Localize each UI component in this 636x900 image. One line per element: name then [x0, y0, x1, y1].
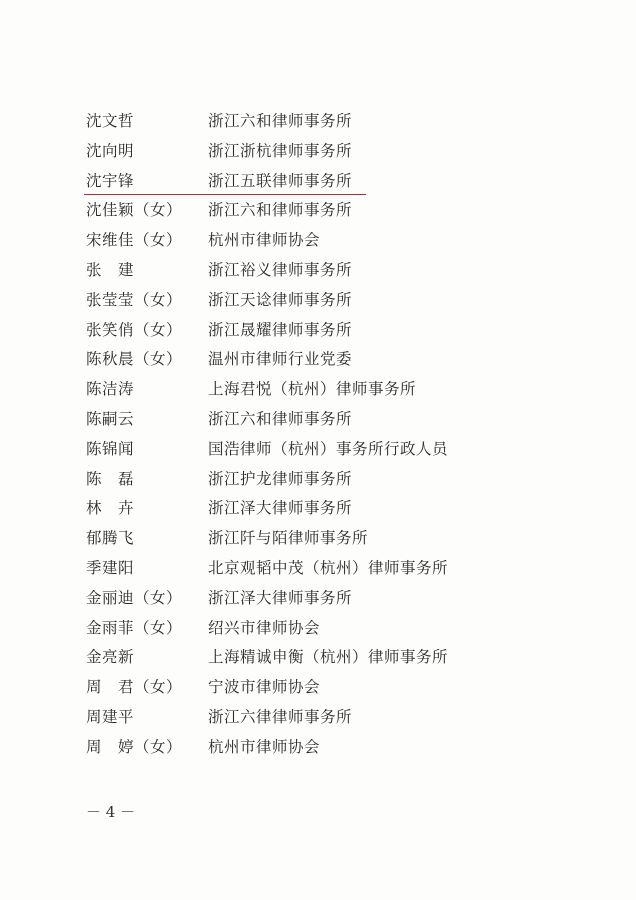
- member-name: 周 婷（女）: [86, 737, 183, 756]
- member-name: 林 卉: [86, 499, 135, 518]
- member-name: 陈 磊: [86, 469, 135, 488]
- member-name: 沈宇锋: [86, 171, 135, 190]
- member-organization: 宁波市律师协会: [208, 678, 321, 697]
- member-row: [0, 167, 636, 197]
- member-name: 季建阳: [86, 558, 135, 577]
- member-organization: 浙江泽大律师事务所: [208, 499, 353, 518]
- member-organization: 浙江六和律师事务所: [208, 112, 353, 130]
- member-name: 张 建: [86, 260, 135, 279]
- member-row: [0, 584, 636, 614]
- member-organization: 上海精诚申衡（杭州）律师事务所: [208, 648, 449, 667]
- member-organization: 浙江浙杭律师事务所: [208, 141, 353, 160]
- member-organization: 浙江六律律师事务所: [208, 707, 353, 726]
- member-name: 张笑俏（女）: [86, 320, 183, 339]
- member-name: 宋维佳（女）: [86, 231, 183, 250]
- member-organization: 浙江裕义律师事务所: [208, 260, 353, 279]
- member-row: [0, 196, 636, 226]
- member-organization: 上海君悦（杭州）律师事务所: [208, 380, 417, 399]
- member-row: [0, 107, 636, 137]
- page-number: － 4 －: [86, 803, 136, 821]
- highlight-underline: [84, 194, 366, 196]
- member-name: 陈嗣云: [86, 409, 135, 428]
- member-name: 陈秋晨（女）: [86, 350, 183, 369]
- member-row: [0, 494, 636, 524]
- member-row: [0, 643, 636, 673]
- member-row: [0, 345, 636, 375]
- member-name: 周建平: [86, 707, 135, 726]
- member-name: 陈洁涛: [86, 380, 135, 399]
- member-name: 郁腾飞: [86, 529, 135, 548]
- member-name: 金丽迪（女）: [86, 588, 183, 607]
- member-name: 金亮新: [86, 648, 135, 667]
- member-name: 金雨菲（女）: [86, 618, 183, 637]
- member-row: [0, 405, 636, 435]
- member-organization: 温州市律师行业党委: [208, 350, 353, 369]
- member-row: [0, 435, 636, 465]
- member-row: [0, 673, 636, 703]
- member-row: [0, 733, 636, 763]
- member-name: 陈锦闻: [86, 439, 135, 458]
- member-name: 沈向明: [86, 141, 135, 160]
- member-row: [0, 554, 636, 584]
- member-row: [0, 465, 636, 495]
- member-row: [0, 286, 636, 316]
- member-name: 沈佳颖（女）: [86, 201, 183, 220]
- member-list: [0, 107, 636, 763]
- member-name: 沈文哲: [86, 112, 135, 130]
- member-organization: 杭州市律师协会: [208, 231, 321, 250]
- member-organization: 国浩律师（杭州）事务所行政人员: [208, 439, 449, 458]
- member-organization: 浙江天谂律师事务所: [208, 290, 353, 309]
- member-organization: 浙江六和律师事务所: [208, 201, 353, 220]
- member-row: [0, 524, 636, 554]
- member-row: [0, 137, 636, 167]
- member-row: [0, 256, 636, 286]
- member-organization: 北京观韬中茂（杭州）律师事务所: [208, 558, 449, 577]
- member-name: 周 君（女）: [86, 678, 183, 697]
- member-row: [0, 316, 636, 346]
- member-organization: 浙江阡与陌律师事务所: [208, 529, 369, 548]
- member-organization: 浙江晟耀律师事务所: [208, 320, 353, 339]
- member-organization: 浙江泽大律师事务所: [208, 588, 353, 607]
- member-row: [0, 226, 636, 256]
- member-organization: 浙江护龙律师事务所: [208, 469, 353, 488]
- member-organization: 浙江六和律师事务所: [208, 409, 353, 428]
- member-name: 张莹莹（女）: [86, 290, 183, 309]
- member-organization: 浙江五联律师事务所: [208, 171, 353, 190]
- member-row: [0, 375, 636, 405]
- member-organization: 杭州市律师协会: [208, 737, 321, 756]
- member-row: [0, 614, 636, 644]
- member-row: [0, 703, 636, 733]
- member-organization: 绍兴市律师协会: [208, 618, 321, 637]
